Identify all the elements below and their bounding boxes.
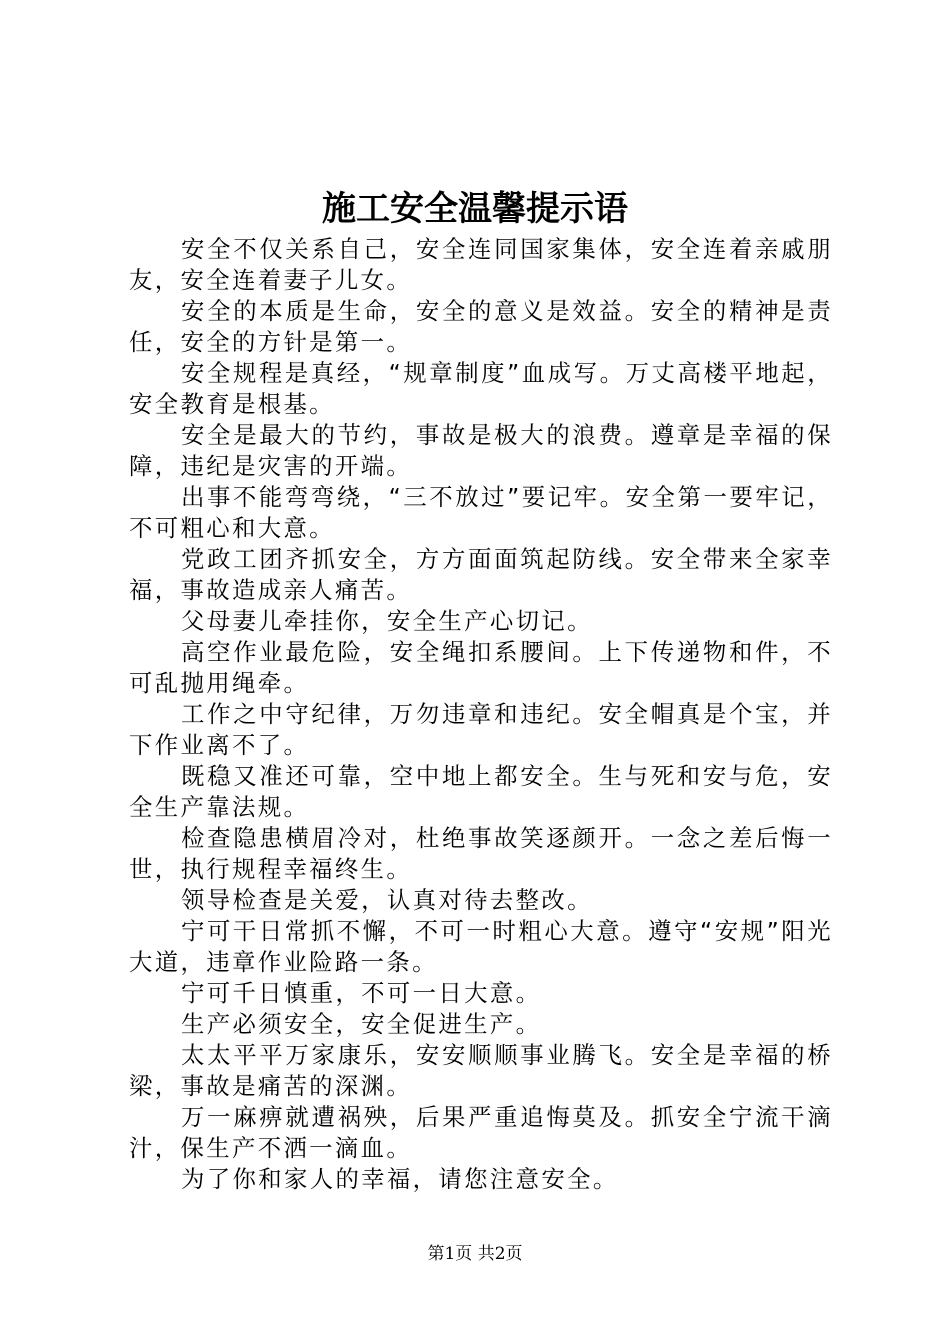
paragraph: 党政工团齐抓安全，方方面面筑起防线。安全带来全家幸福，事故造成亲人痛苦。 <box>129 545 833 604</box>
paragraph: 宁可干日常抓不懈，不可一时粗心大意。遵守“安规”阳光大道，违章作业险路一条。 <box>129 917 833 976</box>
document-title: 施工安全温馨提示语 <box>322 189 628 229</box>
paragraph: 高空作业最危险，安全绳扣系腰间。上下传递物和件，不可乱抛用绳牵。 <box>129 638 833 697</box>
paragraph: 安全的本质是生命，安全的意义是效益。安全的精神是责任，安全的方针是第一。 <box>129 297 833 356</box>
paragraph: 太太平平万家康乐，安安顺顺事业腾飞。安全是幸福的桥梁，事故是痛苦的深渊。 <box>129 1041 833 1100</box>
paragraph: 既稳又准还可靠，空中地上都安全。生与死和安与危，安全生产靠法规。 <box>129 762 833 821</box>
paragraph: 领导检查是关爱，认真对待去整改。 <box>181 886 593 914</box>
paragraph: 父母妻儿牵挂你，安全生产心切记。 <box>181 607 593 635</box>
paragraph: 安全是最大的节约，事故是极大的浪费。遵章是幸福的保障，违纪是灾害的开端。 <box>129 421 833 480</box>
paragraph: 宁可千日慎重，不可一日大意。 <box>181 979 542 1007</box>
paragraph: 安全不仅关系自己，安全连同国家集体，安全连着亲戚朋友，安全连着妻子儿女。 <box>129 235 833 294</box>
paragraph: 安全规程是真经，“规章制度”血成写。万丈高楼平地起，安全教育是根基。 <box>129 359 833 418</box>
paragraph: 万一麻痹就遭祸殃，后果严重追悔莫及。抓安全宁流干滴汁，保生产不洒一滴血。 <box>129 1103 833 1162</box>
paragraph: 生产必须安全，安全促进生产。 <box>181 1010 542 1038</box>
paragraph: 检查隐患横眉冷对，杜绝事故笑逐颜开。一念之差后悔一世，执行规程幸福终生。 <box>129 824 833 883</box>
paragraph: 出事不能弯弯绕，“三不放过”要记牢。安全第一要牢记，不可粗心和大意。 <box>129 483 833 542</box>
paragraph: 工作之中守纪律，万勿违章和违纪。安全帽真是个宝，并下作业离不了。 <box>129 700 833 759</box>
page-number-footer: 第1页 共2页 <box>427 1244 523 1264</box>
paragraph: 为了你和家人的幸福，请您注意安全。 <box>181 1165 619 1193</box>
document-body <box>129 234 833 1195</box>
